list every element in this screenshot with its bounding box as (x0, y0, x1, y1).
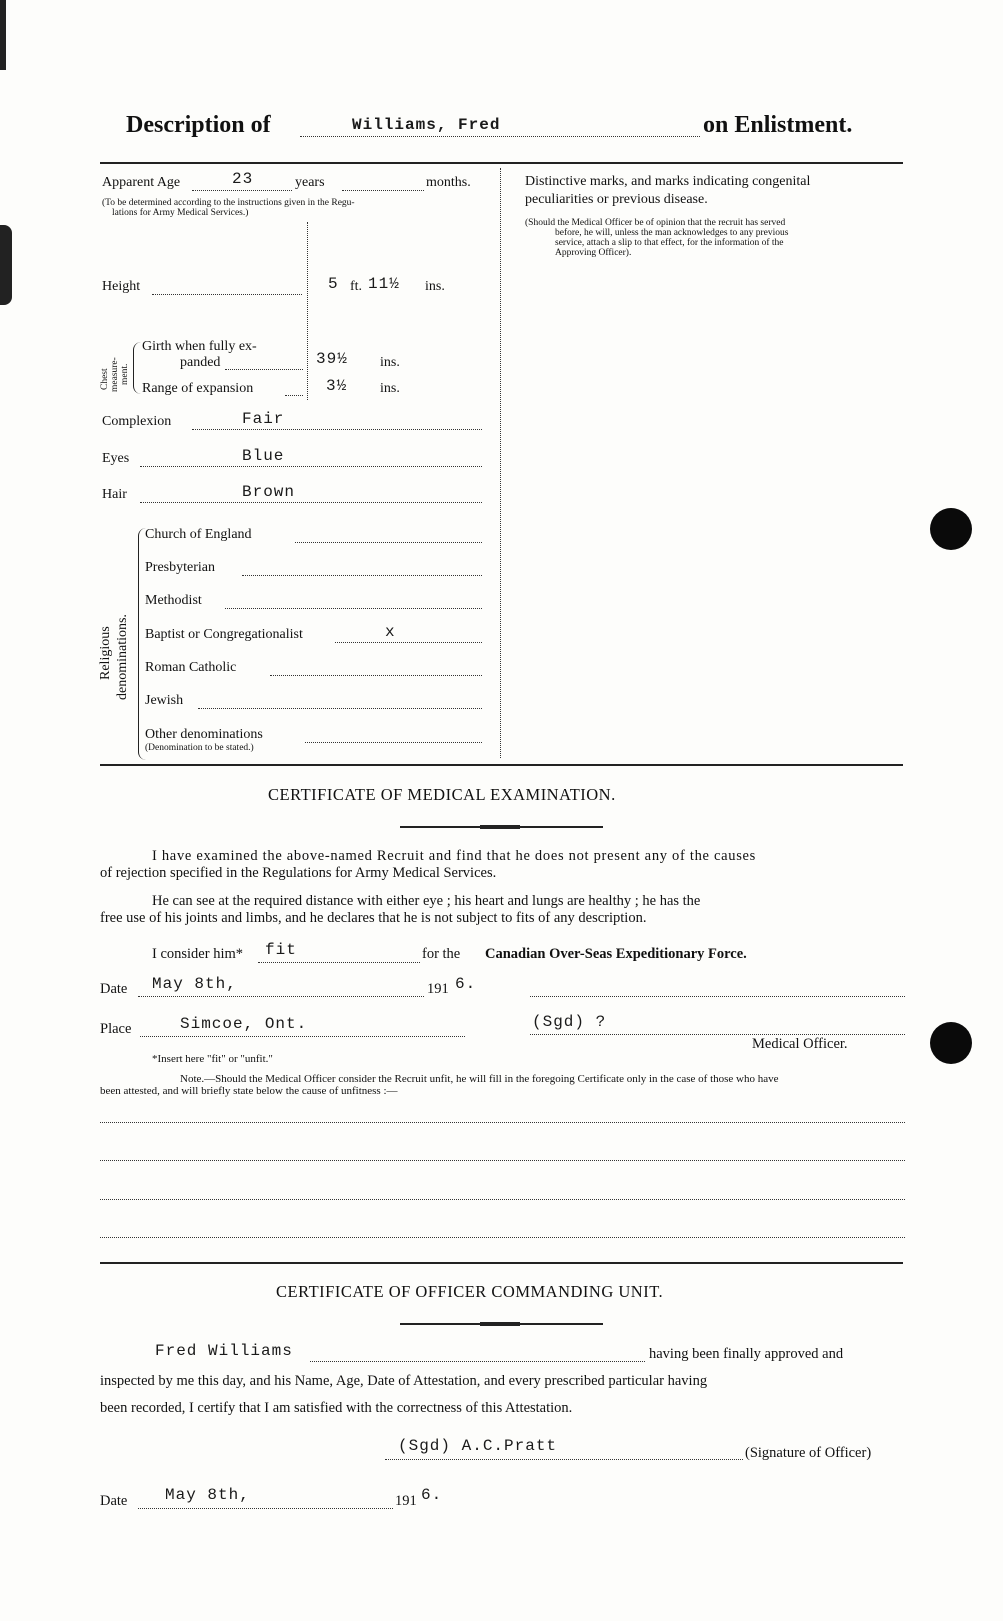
medical-p2-2: free use of his joints and limbs, and he declares that he is not subject to fits of any description. (100, 910, 647, 926)
eyes-value: Blue (242, 447, 285, 465)
fit-value: fit (265, 941, 297, 959)
religion-label-1 (98, 626, 114, 680)
age-line (192, 190, 292, 191)
chest-label-3-text: ment. (120, 363, 130, 385)
place-line (140, 1036, 465, 1037)
marks-line-1: Distinctive marks, and marks indicating congenital (525, 174, 811, 189)
months-line (342, 190, 424, 191)
religion-other-note: (Denomination to be stated.) (145, 743, 254, 753)
church-line (295, 542, 482, 543)
range-label: Range of expansion (142, 381, 254, 396)
religion-other: Other denominations (145, 727, 263, 742)
header-name-line (300, 136, 700, 137)
roman-line (270, 675, 482, 676)
height-ft: 5 (328, 275, 339, 293)
chest-label-2 (110, 357, 120, 392)
marks-note-3: service, attach a slip to that effect, for the information of the (555, 238, 784, 248)
commanding-date-label: Date (100, 1493, 128, 1509)
jewish-line (198, 708, 482, 709)
section-rule-1 (100, 764, 903, 766)
height-line (152, 294, 302, 295)
chest-label-2-text: measure- (110, 357, 120, 392)
medical-title-rule-bold (480, 825, 520, 829)
commanding-p-3: been recorded, I certify that I am satisfied with the correctness of this Attestation. (100, 1400, 573, 1416)
religion-baptist: Baptist or Congregationalist (145, 627, 303, 642)
range-line (285, 395, 303, 396)
religion-methodist: Methodist (145, 593, 202, 608)
girth-ins: ins. (380, 355, 400, 370)
complexion-line (192, 429, 482, 430)
place-label: Place (100, 1021, 132, 1037)
medical-date-value: May 8th, (152, 975, 237, 993)
religion-jewish: Jewish (145, 693, 184, 708)
religion-church: Church of England (145, 527, 252, 542)
medical-title: CERTIFICATE OF MEDICAL EXAMINATION. (268, 785, 616, 804)
commanding-signature: (Sgd) A.C.Pratt (398, 1437, 558, 1455)
age-value: 23 (232, 170, 254, 188)
complexion-label: Complexion (102, 414, 172, 429)
religion-label-2-text: denominations. (115, 614, 130, 700)
marks-note-1: (Should the Medical Officer be of opinion that the recruit has served (525, 218, 786, 228)
unfitness-line-2 (100, 1160, 905, 1161)
punch-hole-top (930, 508, 972, 550)
range-ins: ins. (380, 381, 400, 396)
height-in: 11½ (368, 275, 400, 293)
header-prefix: Description of (126, 112, 271, 138)
baptist-mark: x (385, 623, 396, 641)
commanding-p-2: inspected by me this day, and his Name, Age, Date of Attestation, and every prescribed particular having (100, 1373, 708, 1389)
scan-edge-mark (0, 225, 12, 305)
girth-label-1: Girth when fully ex- (142, 339, 257, 354)
marks-note-4: Approving Officer). (555, 248, 632, 258)
range-value: 3½ (326, 377, 348, 395)
commanding-date-line (138, 1508, 393, 1509)
hair-line (140, 502, 482, 503)
methodist-line (225, 608, 482, 609)
insert-note: *Insert here "fit" or "unfit." (152, 1053, 273, 1065)
medical-note-2: been attested, and will briefly state below the cause of unfitness :— (100, 1085, 398, 1097)
medical-officer-label: Medical Officer. (752, 1036, 848, 1052)
chest-brace (133, 342, 142, 394)
medical-signature: (Sgd) ? (532, 1013, 607, 1031)
commanding-name: Fred Williams (155, 1342, 293, 1360)
eyes-label: Eyes (102, 451, 130, 466)
medical-signature-line (530, 1034, 905, 1035)
baptist-line (335, 642, 482, 643)
place-value: Simcoe, Ont. (180, 1015, 308, 1033)
fit-line (258, 962, 420, 963)
religion-presbyterian: Presbyterian (145, 560, 215, 575)
commanding-sig-label: (Signature of Officer) (745, 1445, 872, 1461)
girth-label-2: panded (180, 355, 221, 370)
age-label: Apparent Age (102, 175, 181, 190)
column-divider (500, 168, 501, 758)
consider-label: I consider him* (152, 946, 244, 962)
punch-hole-bottom (930, 1022, 972, 1064)
medical-p2-1: He can see at the required distance with either eye ; his heart and lungs are healthy ; he has the (152, 893, 701, 909)
medical-date-line-right (530, 996, 905, 997)
commanding-year-prefix: 191 (395, 1493, 417, 1509)
religion-label-2 (115, 614, 131, 700)
hair-value: Brown (242, 483, 296, 501)
section-rule-2 (100, 1262, 903, 1264)
chest-label-1: Chest (100, 368, 110, 390)
years-label: years (295, 175, 325, 190)
hair-label: Hair (102, 487, 127, 502)
medical-note-1: Note.—Should the Medical Officer consider the Recruit unfit, he will fill in the foregoing Certificate only in the case of those who have (180, 1073, 779, 1085)
unfitness-line-4 (100, 1237, 905, 1238)
commanding-year-digit: 6. (421, 1486, 443, 1504)
religion-roman: Roman Catholic (145, 660, 237, 675)
height-label: Height (102, 279, 141, 294)
header-suffix: on Enlistment. (703, 112, 853, 138)
age-note-2: lations for Army Medical Services.) (112, 208, 249, 218)
age-note-1: (To be determined according to the instructions given in the Regu- (102, 198, 355, 208)
ft-label: ft. (350, 279, 363, 294)
medical-p1-2: of rejection specified in the Regulations for Army Medical Services. (100, 865, 497, 881)
religion-label-1-text: Religious (98, 626, 113, 680)
medical-year-prefix: 191 (427, 981, 449, 997)
force-name: Canadian Over-Seas Expeditionary Force. (485, 946, 747, 962)
commanding-name-line (310, 1361, 645, 1362)
medical-date-line (138, 996, 424, 997)
girth-line (225, 369, 303, 370)
ins-label: ins. (425, 279, 445, 294)
unfitness-line-1 (100, 1122, 905, 1123)
scan-edge-mark (0, 0, 6, 70)
commanding-date-value: May 8th, (165, 1486, 250, 1504)
value-divider (307, 222, 308, 400)
other-line (305, 742, 482, 743)
marks-note-2: before, he will, unless the man acknowledges to any previous (555, 228, 789, 238)
header-name: Williams, Fred (352, 116, 501, 134)
commanding-title: CERTIFICATE OF OFFICER COMMANDING UNIT. (276, 1282, 664, 1301)
top-rule (100, 162, 903, 164)
marks-line-2: peculiarities or previous disease. (525, 192, 708, 207)
girth-value: 39½ (316, 350, 348, 368)
chest-label-3 (120, 364, 130, 385)
for-the: for the (422, 946, 461, 962)
commanding-signature-line (385, 1459, 743, 1460)
complexion-value: Fair (242, 410, 285, 428)
unfitness-line-3 (100, 1199, 905, 1200)
months-label: months. (426, 175, 471, 190)
commanding-p-1: having been finally approved and (649, 1346, 844, 1362)
medical-date-label: Date (100, 981, 128, 997)
eyes-line (140, 466, 482, 467)
commanding-title-rule-bold (480, 1322, 520, 1326)
chest-label (100, 368, 110, 390)
medical-p1-1: I have examined the above-named Recruit and find that he does not present any of the causes (152, 848, 757, 864)
medical-year-digit: 6. (455, 975, 477, 993)
presbyterian-line (242, 575, 482, 576)
